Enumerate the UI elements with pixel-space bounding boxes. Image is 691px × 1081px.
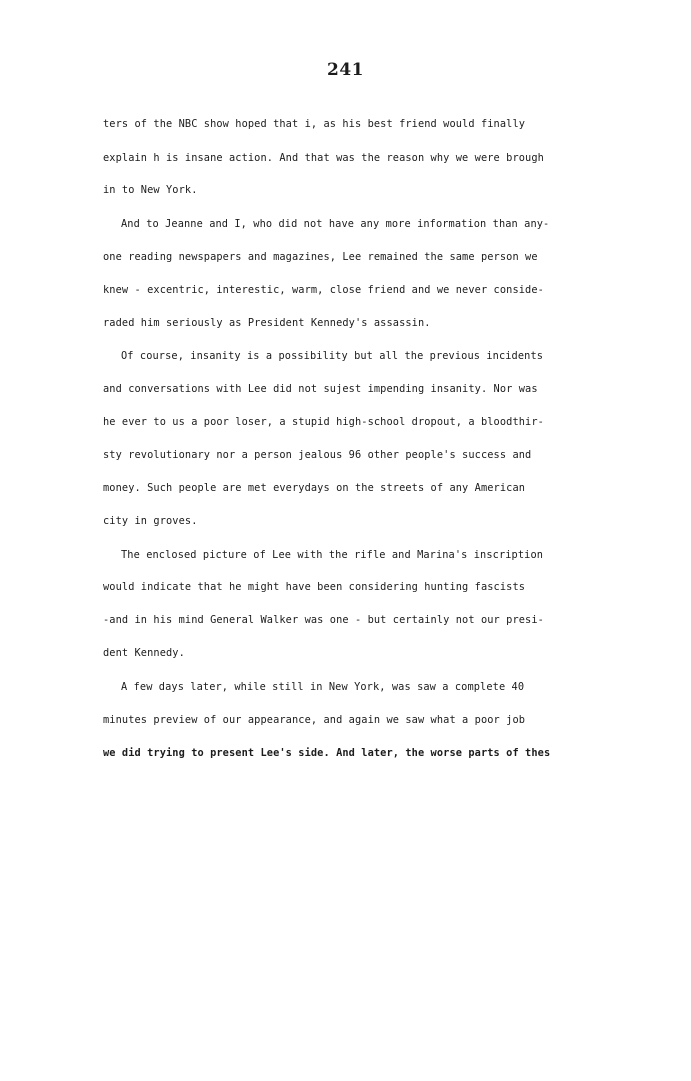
text-line: And to Jeanne and I, who did not have any more information than any- [121,218,550,230]
text-line: we did trying to present Lee's side. And later, the worse parts of thes [103,747,551,759]
text-line: city in groves. [103,515,198,527]
text-line: The enclosed picture of Lee with the rifle and Marina's inscription [121,549,544,561]
text-line: dent Kennedy. [103,647,185,659]
text-line: would indicate that he might have been considering hunting fascists [103,581,526,593]
text-line: sty revolutionary nor a person jealous 96 other people's success and [103,449,532,461]
text-line: raded him seriously as President Kennedy's assassin. [103,317,431,329]
text-line: minutes preview of our appearance, and again we saw what a poor job [103,714,526,726]
text-line: and conversations with Lee did not sujest impending insanity. Nor was [103,383,538,395]
text-line: Of course, insanity is a possibility but all the previous incidents [121,350,544,362]
text-line: money. Such people are met everydays on the streets of any American [103,482,526,494]
text-line: knew - excentric, interestic, warm, close friend and we never conside- [103,284,544,296]
text-line: one reading newspapers and magazines, Lee remained the same person we [103,251,538,263]
text-line: -and in his mind General Walker was one - but certainly not our presi- [103,614,544,626]
text-line: he ever to us a poor loser, a stupid high-school dropout, a bloodthir- [103,416,544,428]
text-line: A few days later, while still in New York, was saw a complete 40 [121,681,525,693]
text-line: in to New York. [103,184,198,196]
text-line: ters of the NBC show hoped that i, as his best friend would finally [103,118,526,130]
text-line: explain h is insane action. And that was the reason why we were brough [103,152,544,164]
page-number: 241 [327,60,364,80]
